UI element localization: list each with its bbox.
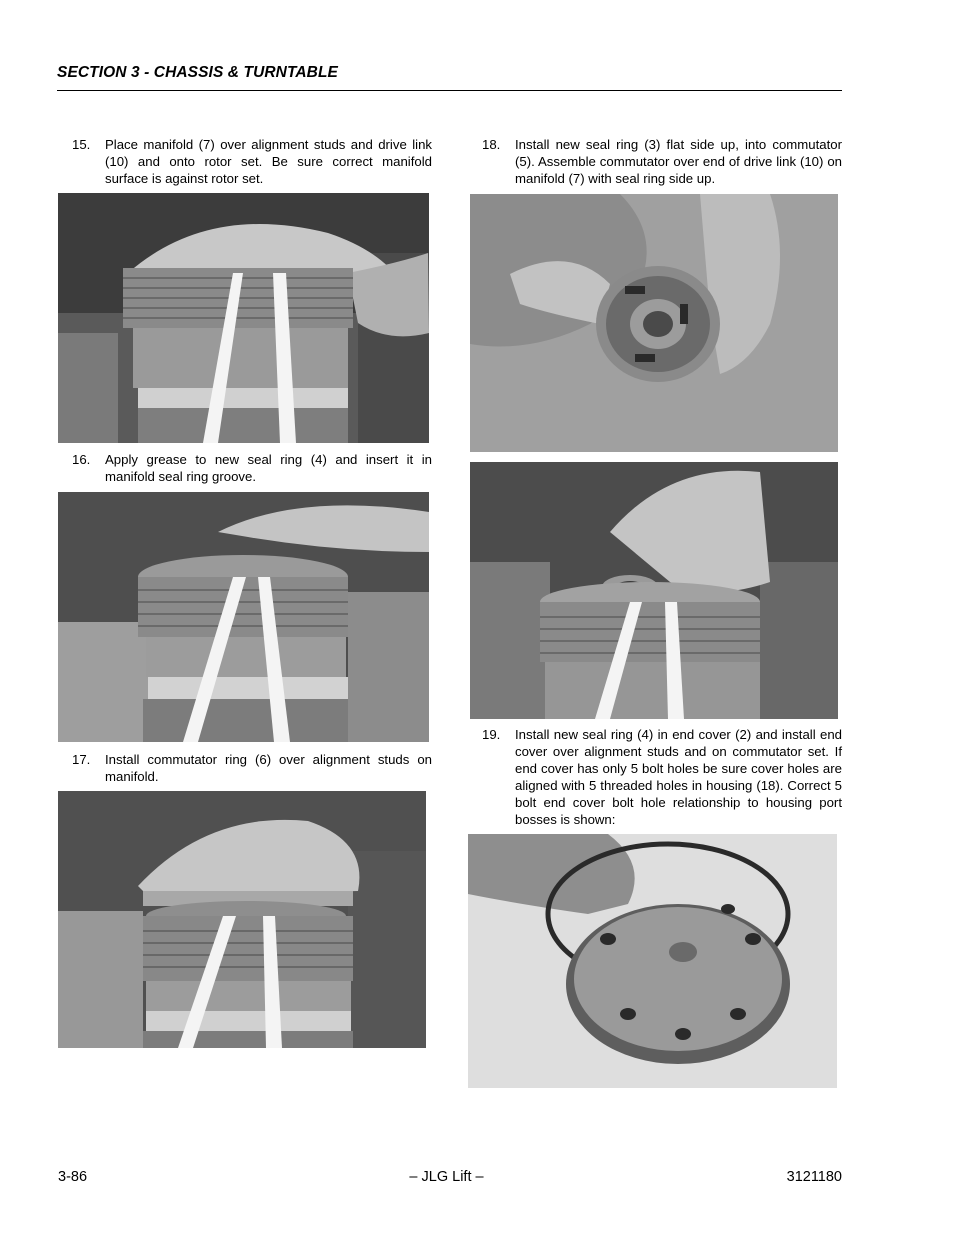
photo-commutator-ring	[58, 791, 426, 1048]
page-number: 3-86	[58, 1169, 88, 1185]
photo-manifold-placement	[58, 193, 429, 443]
photo-commutator-in-hand	[470, 194, 838, 452]
step-text: Install new seal ring (4) in end cover (2) and install end cover over alignment studs and on commutator set. If end cover has only 5 bolt holes be sure cover holes are aligned with 5 threaded holes in housing (18). Correct 5 bolt end cover bolt hole relationship to housing port bosses is shown:	[515, 727, 842, 827]
photo-end-cover	[468, 834, 837, 1088]
step-16	[72, 451, 432, 487]
step-number: 17.	[72, 752, 91, 767]
document-number: 3121180	[786, 1169, 842, 1185]
section-header	[57, 64, 842, 91]
step-17	[72, 751, 432, 787]
footer-center: – JLG Lift –	[409, 1169, 484, 1185]
step-number: 15.	[72, 137, 91, 152]
step-number: 18.	[482, 137, 501, 152]
step-number: 19.	[482, 727, 501, 742]
photo-seal-ring-grease	[58, 492, 429, 742]
step-number: 16.	[72, 452, 91, 467]
photo-commutator-assembly	[470, 462, 838, 719]
step-19	[482, 726, 842, 830]
step-text: Place manifold (7) over alignment studs and drive link (10) and onto rotor set. Be sure correct manifold surface is against rotor set.	[105, 137, 432, 186]
step-18	[482, 136, 842, 190]
step-text: Install new seal ring (3) flat side up, into commutator (5). Assemble commutator over end of drive link (10) on manifold (7) with seal ring side up.	[515, 137, 842, 186]
step-text: Apply grease to new seal ring (4) and insert it in manifold seal ring groove.	[105, 452, 432, 484]
section-title: SECTION 3 - CHASSIS & TURNTABLE	[57, 64, 338, 81]
step-15	[72, 136, 432, 190]
step-text: Install commutator ring (6) over alignment studs on manifold.	[105, 752, 432, 784]
